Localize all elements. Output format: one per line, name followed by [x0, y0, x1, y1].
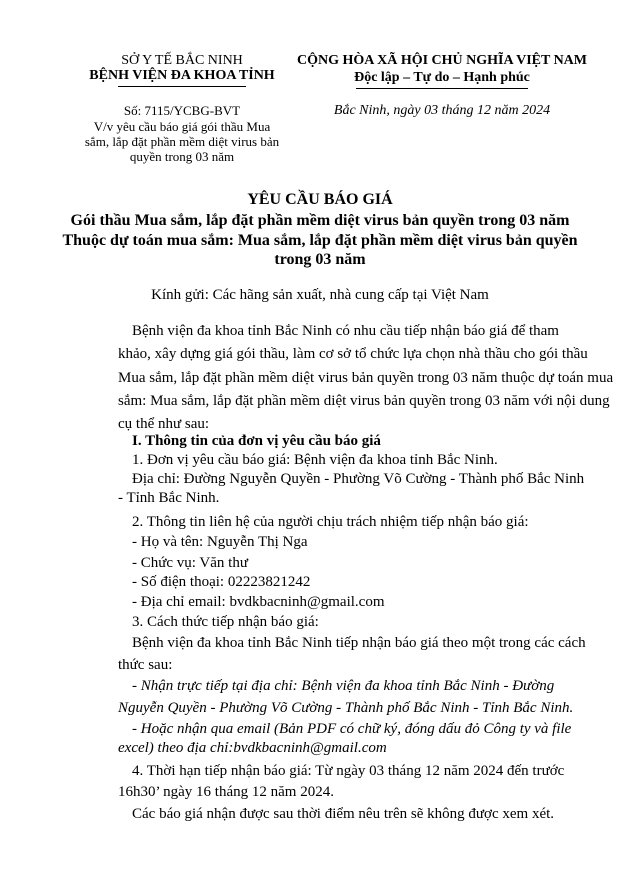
national-title: CỘNG HÒA XÃ HỘI CHỦ NGHĨA VIỆT NAM	[296, 53, 587, 68]
place-date: Bắc Ninh, ngày 03 tháng 12 năm 2024	[333, 103, 551, 118]
body-line: Bệnh viện đa khoa tỉnh Bắc Ninh có nhu cầu tiếp nhận báo giá để tham	[132, 323, 559, 339]
subject-line: quyền trong 03 năm	[129, 149, 235, 164]
national-motto: Độc lập – Tự do – Hạnh phúc	[354, 70, 530, 85]
title-line: Thuộc dự toán mua sắm: Mua sắm, lắp đặt phần mềm diệt virus bản quyền	[62, 232, 578, 249]
body-line: 16h30’ ngày 16 tháng 12 năm 2024.	[118, 784, 334, 800]
doc-number: Số: 7115/YCBG-BVT	[123, 103, 241, 118]
org-name: BỆNH VIỆN ĐA KHOA TỈNH	[89, 68, 275, 83]
body-line: Các báo giá nhận được sau thời điểm nêu trên sẽ không được xem xét.	[132, 806, 555, 822]
title-line: trong 03 năm	[274, 251, 366, 268]
motto-underline	[356, 88, 528, 89]
body-line: - Hoặc nhận qua email (Bản PDF có chữ ký, đóng dấu đỏ Công ty và file	[132, 721, 572, 737]
body-line: 2. Thông tin liên hệ của người chịu trách nhiệm tiếp nhận báo giá:	[132, 514, 529, 530]
body-line: thức sau:	[118, 657, 173, 673]
body-line: - Nhận trực tiếp tại địa chỉ: Bệnh viện đa khoa tỉnh Bắc Ninh - Đường	[132, 678, 555, 694]
body-line: khảo, xây dựng giá gói thầu, làm cơ sở tổ chức lựa chọn nhà thầu cho gói thầu	[118, 346, 588, 362]
body-line: Địa chỉ: Đường Nguyễn Quyền - Phường Võ Cường - Thành phố Bắc Ninh	[132, 471, 585, 487]
title-line: Gói thầu Mua sắm, lắp đặt phần mềm diệt virus bản quyền trong 03 năm	[70, 212, 570, 229]
body-line: Bệnh viện đa khoa tỉnh Bắc Ninh tiếp nhận báo giá theo một trong các cách	[132, 635, 586, 651]
section-heading: I. Thông tin của đơn vị yêu cầu báo giá	[132, 433, 381, 449]
subject-line: V/v yêu cầu báo giá gói thầu Mua	[93, 119, 271, 134]
body-line: sắm: Mua sắm, lắp đặt phần mềm diệt virus bản quyền trong 03 năm với nội dung	[118, 393, 610, 409]
body-line: - Chức vụ: Văn thư	[132, 555, 248, 571]
subject-line: sắm, lắp đặt phần mềm diệt virus bản	[84, 134, 280, 149]
org-parent: SỞ Y TẾ BẮC NINH	[121, 53, 243, 68]
body-line: 3. Cách thức tiếp nhận báo giá:	[132, 614, 319, 630]
body-line: Mua sắm, lắp đặt phần mềm diệt virus bản quyền trong 03 năm thuộc dự toán mua	[118, 370, 614, 386]
body-line: - Tỉnh Bắc Ninh.	[118, 490, 220, 506]
body-line: - Họ và tên: Nguyễn Thị Nga	[132, 534, 308, 550]
salutation: Kính gửi: Các hãng sản xuất, nhà cung cấp tại Việt Nam	[151, 287, 489, 303]
body-line: - Địa chỉ email: bvdkbacninh@gmail.com	[132, 594, 385, 610]
body-line: - Số điện thoại: 02223821242	[132, 574, 311, 590]
body-line: Nguyễn Quyền - Phường Võ Cường - Thành phố Bắc Ninh - Tỉnh Bắc Ninh.	[118, 700, 574, 716]
body-line: 1. Đơn vị yêu cầu báo giá: Bệnh viện đa khoa tỉnh Bắc Ninh.	[132, 452, 498, 468]
body-line: 4. Thời hạn tiếp nhận báo giá: Từ ngày 03 tháng 12 năm 2024 đến trước	[132, 763, 565, 779]
document-title: YÊU CẦU BÁO GIÁ	[247, 191, 393, 208]
body-line: excel) theo địa chỉ:bvdkbacninh@gmail.com	[118, 740, 387, 756]
org-name-underline	[118, 86, 246, 87]
body-line: cụ thể như sau:	[118, 416, 210, 432]
